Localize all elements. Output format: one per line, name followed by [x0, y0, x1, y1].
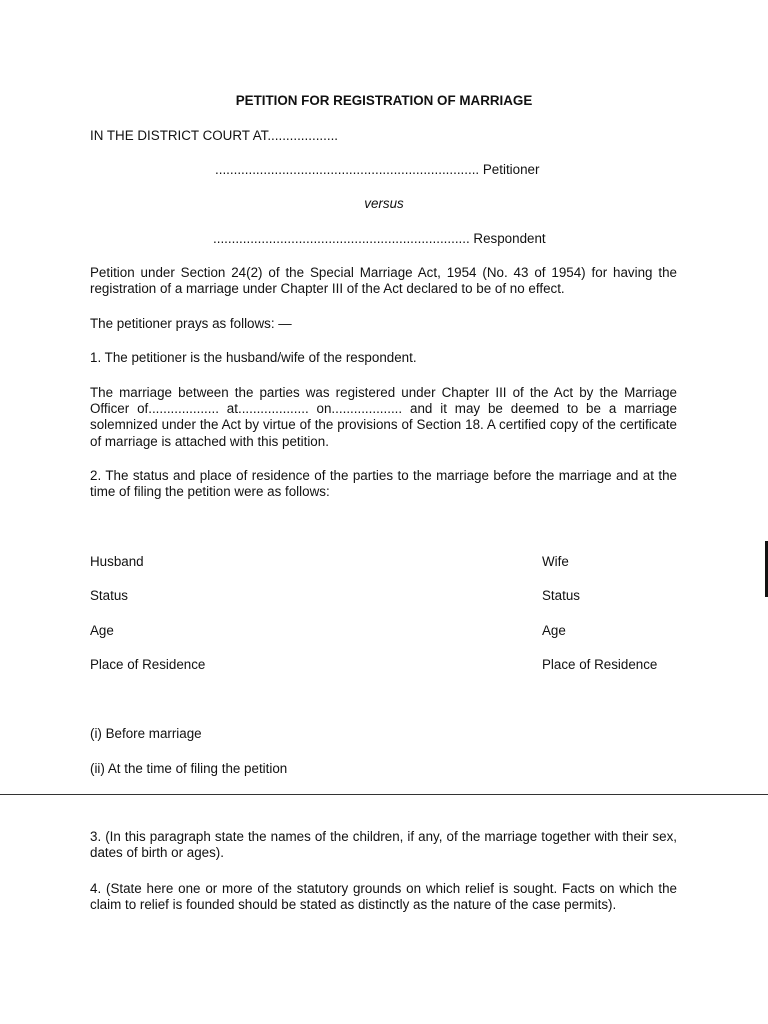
wife-age-label: Age [542, 623, 566, 638]
husband-status-label: Status [90, 588, 128, 603]
petitioner-line: ....................................................................... Petitioner [215, 162, 540, 177]
prays-line: The petitioner prays as follows: — [90, 316, 292, 331]
intro-paragraph: Petition under Section 24(2) of the Special Marriage Act, 1954 (No. 43 of 1954) for having the registration of a marriage under Chapter III of the Act declared to be of no effect. [90, 265, 677, 297]
versus-label: versus [364, 196, 404, 211]
item-4-paragraph: 4. (State here one or more of the statutory grounds on which relief is sought. Facts on which the claim to relief is founded should be stated as distinctly as the nature of the case permits). [90, 881, 677, 913]
page-divider [0, 794, 768, 795]
husband-age-label: Age [90, 623, 114, 638]
item-1-paragraph: 1. The petitioner is the husband/wife of the respondent. [90, 350, 417, 365]
wife-residence-label: Place of Residence [542, 657, 658, 672]
item-2-paragraph: 2. The status and place of residence of the parties to the marriage before the marriage and at the time of filing the petition were as follows: [90, 468, 677, 500]
at-filing-label: (ii) At the time of filing the petition [90, 761, 288, 776]
wife-heading: Wife [542, 554, 569, 569]
item-3-paragraph: 3. (In this paragraph state the names of the children, if any, of the marriage together with their sex, dates of birth or ages). [90, 829, 677, 861]
before-marriage-label: (i) Before marriage [90, 726, 202, 741]
respondent-line: ..................................................................... Respondent [213, 231, 546, 246]
wife-status-label: Status [542, 588, 580, 603]
husband-residence-label: Place of Residence [90, 657, 206, 672]
husband-heading: Husband [90, 554, 144, 569]
registration-paragraph: The marriage between the parties was registered under Chapter III of the Act by the Marriage Officer of................... at................... on................... and it may be deemed to be a marriage solemnized under the Act by virtue of the provisions of Section 18. A certified copy of the certificate of marriage is attached with this petition. [90, 385, 677, 449]
document-title: PETITION FOR REGISTRATION OF MARRIAGE [235, 93, 533, 108]
court-line: IN THE DISTRICT COURT AT................... [90, 128, 339, 143]
